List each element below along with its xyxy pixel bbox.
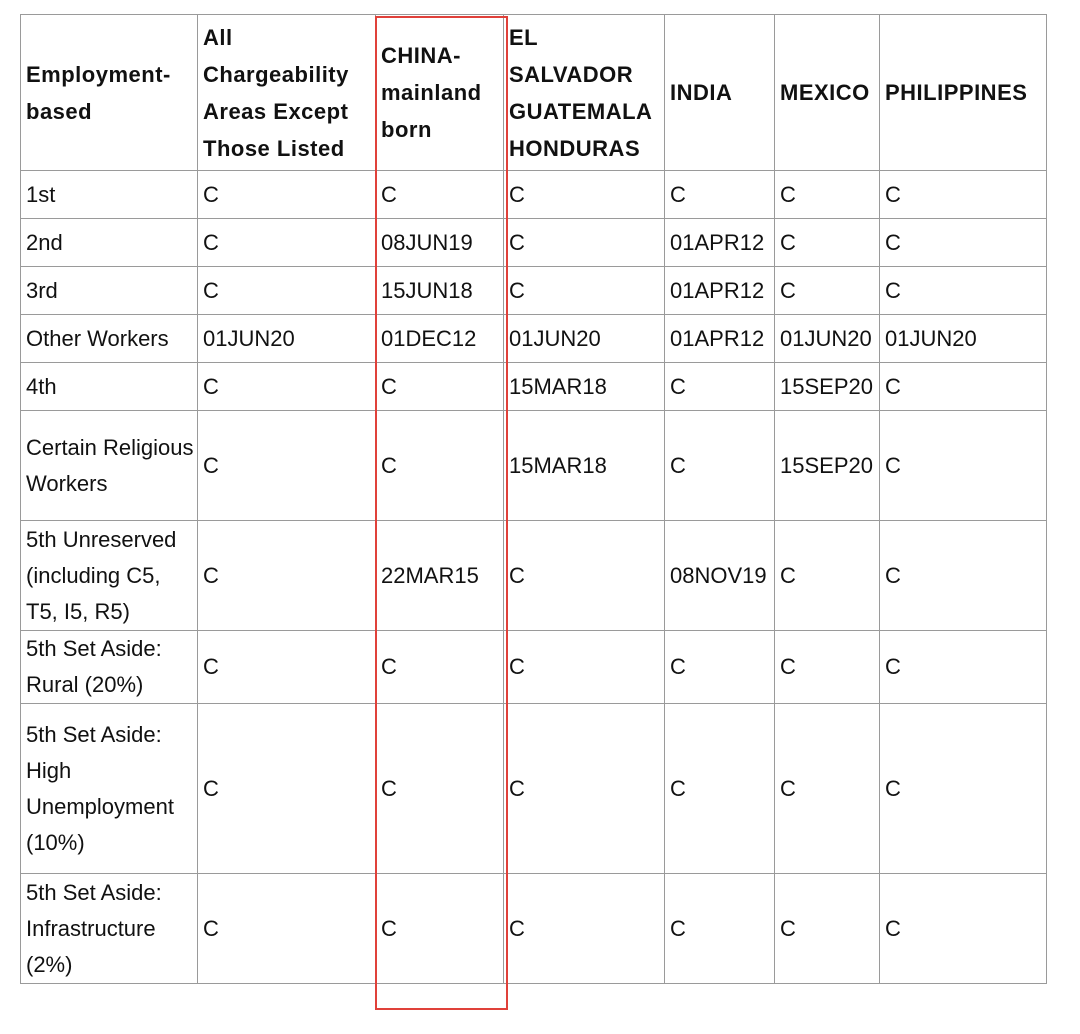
cell-el-salvador: C xyxy=(504,171,665,219)
cell-all-chargeability: C xyxy=(198,874,376,984)
table-row xyxy=(21,411,1047,521)
cell-mexico: 15SEP20 xyxy=(775,411,880,521)
table-row xyxy=(21,363,1047,411)
cell-el-salvador: C xyxy=(504,219,665,267)
table-header-row xyxy=(21,15,1047,171)
table-row xyxy=(21,521,1047,631)
row-category: 5th Set Aside: High Unemployment (10%) xyxy=(21,704,198,874)
cell-india: C xyxy=(665,874,775,984)
cell-china: 22MAR15 xyxy=(376,521,504,631)
table-row xyxy=(21,171,1047,219)
header-el-salvador-guatemala-honduras: EL SALVADOR GUATEMALA HONDURAS xyxy=(504,15,665,171)
cell-philippines: C xyxy=(880,171,1047,219)
header-india: INDIA xyxy=(665,15,775,171)
cell-el-salvador: 15MAR18 xyxy=(504,363,665,411)
row-category: 3rd xyxy=(21,267,198,315)
cell-philippines: C xyxy=(880,267,1047,315)
table-row xyxy=(21,219,1047,267)
cell-all-chargeability: C xyxy=(198,171,376,219)
employment-based-visa-table xyxy=(20,14,1047,984)
cell-india: 01APR12 xyxy=(665,315,775,363)
table-row xyxy=(21,874,1047,984)
row-category: 2nd xyxy=(21,219,198,267)
row-category: Other Workers xyxy=(21,315,198,363)
cell-all-chargeability: C xyxy=(198,267,376,315)
cell-china: 08JUN19 xyxy=(376,219,504,267)
cell-mexico: C xyxy=(775,521,880,631)
cell-el-salvador: 15MAR18 xyxy=(504,411,665,521)
row-category: 5th Set Aside: Rural (20%) xyxy=(21,631,198,704)
cell-philippines: 01JUN20 xyxy=(880,315,1047,363)
cell-philippines: C xyxy=(880,704,1047,874)
table-row xyxy=(21,315,1047,363)
header-employment-based: Employment-based xyxy=(21,15,198,171)
cell-all-chargeability: 01JUN20 xyxy=(198,315,376,363)
cell-india: C xyxy=(665,411,775,521)
cell-el-salvador: 01JUN20 xyxy=(504,315,665,363)
cell-china: 15JUN18 xyxy=(376,267,504,315)
header-china: CHINA-mainland born xyxy=(376,15,504,171)
cell-india: C xyxy=(665,171,775,219)
row-category: 5th Set Aside: Infrastructure (2%) xyxy=(21,874,198,984)
cell-mexico: C xyxy=(775,704,880,874)
cell-all-chargeability: C xyxy=(198,411,376,521)
cell-el-salvador: C xyxy=(504,521,665,631)
header-mexico: MEXICO xyxy=(775,15,880,171)
cell-mexico: 01JUN20 xyxy=(775,315,880,363)
cell-india: C xyxy=(665,363,775,411)
cell-india: 01APR12 xyxy=(665,267,775,315)
cell-all-chargeability: C xyxy=(198,521,376,631)
cell-india: C xyxy=(665,704,775,874)
cell-mexico: C xyxy=(775,631,880,704)
cell-el-salvador: C xyxy=(504,704,665,874)
cell-philippines: C xyxy=(880,411,1047,521)
row-category: 4th xyxy=(21,363,198,411)
cell-india: C xyxy=(665,631,775,704)
cell-china: C xyxy=(376,704,504,874)
cell-philippines: C xyxy=(880,521,1047,631)
cell-all-chargeability: C xyxy=(198,219,376,267)
cell-china: C xyxy=(376,363,504,411)
header-philippines: PHILIPPINES xyxy=(880,15,1047,171)
cell-mexico: C xyxy=(775,267,880,315)
cell-philippines: C xyxy=(880,874,1047,984)
row-category: 1st xyxy=(21,171,198,219)
cell-philippines: C xyxy=(880,631,1047,704)
cell-all-chargeability: C xyxy=(198,363,376,411)
cell-mexico: C xyxy=(775,874,880,984)
cell-mexico: C xyxy=(775,171,880,219)
cell-mexico: 15SEP20 xyxy=(775,363,880,411)
cell-el-salvador: C xyxy=(504,874,665,984)
cell-china: C xyxy=(376,874,504,984)
cell-china: C xyxy=(376,171,504,219)
cell-all-chargeability: C xyxy=(198,704,376,874)
visa-bulletin-table-container xyxy=(20,14,1046,984)
cell-india: 01APR12 xyxy=(665,219,775,267)
header-all-chargeability: All Chargeability Areas Except Those Listed xyxy=(198,15,376,171)
cell-china: C xyxy=(376,631,504,704)
table-row xyxy=(21,631,1047,704)
cell-china: C xyxy=(376,411,504,521)
cell-el-salvador: C xyxy=(504,267,665,315)
table-row xyxy=(21,704,1047,874)
cell-india: 08NOV19 xyxy=(665,521,775,631)
cell-el-salvador: C xyxy=(504,631,665,704)
row-category: Certain Religious Workers xyxy=(21,411,198,521)
cell-philippines: C xyxy=(880,219,1047,267)
cell-mexico: C xyxy=(775,219,880,267)
cell-philippines: C xyxy=(880,363,1047,411)
row-category: 5th Unreserved (including C5, T5, I5, R5) xyxy=(21,521,198,631)
cell-china: 01DEC12 xyxy=(376,315,504,363)
table-row xyxy=(21,267,1047,315)
cell-all-chargeability: C xyxy=(198,631,376,704)
